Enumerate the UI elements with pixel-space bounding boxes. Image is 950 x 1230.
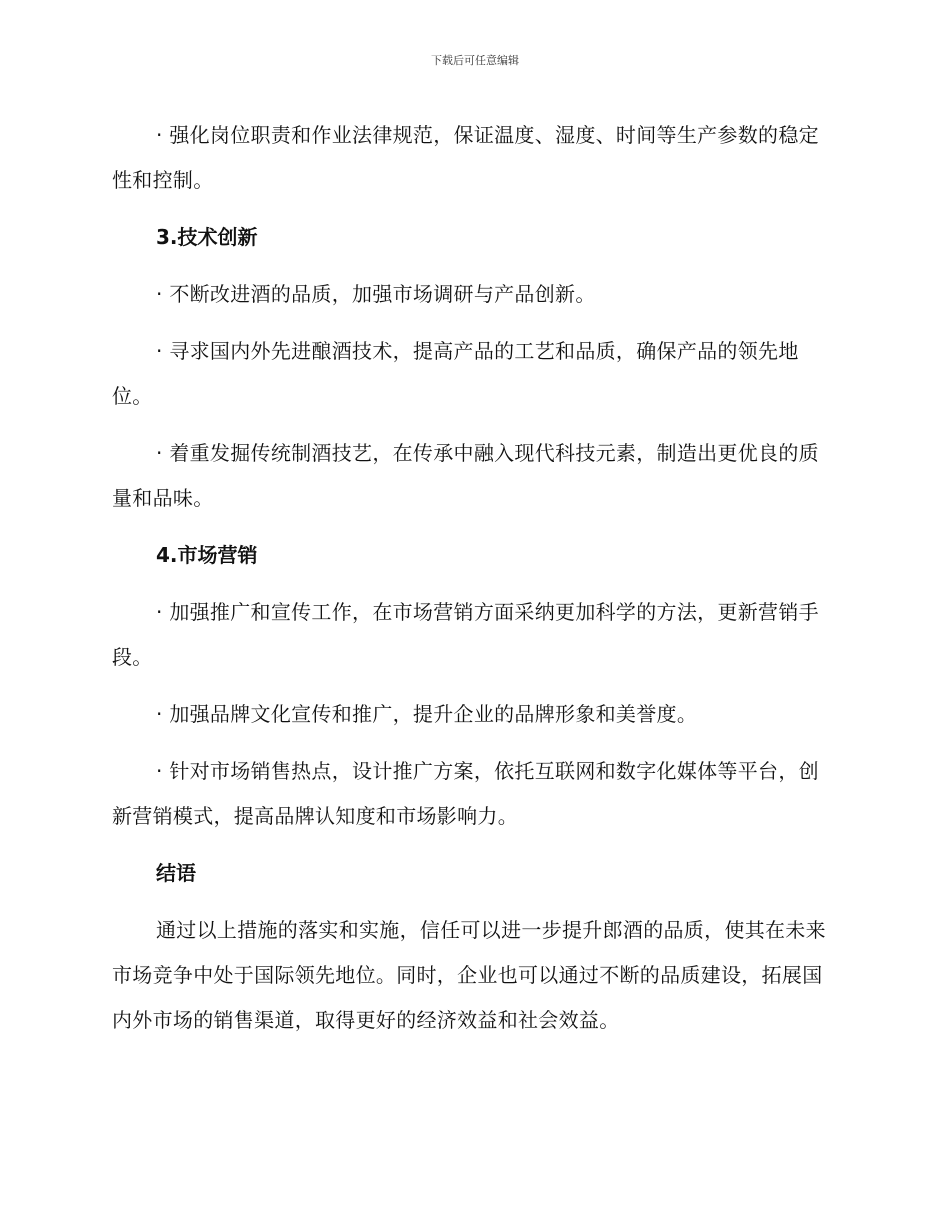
section-heading-tech-innovation: 3.技术创新 <box>156 225 258 249</box>
bullet-brand-culture: · 加强品牌文化宣传和推广，提升企业的品牌形象和美誉度。 <box>156 702 698 726</box>
section-heading-marketing: 4.市场营销 <box>156 543 258 567</box>
bullet-promotion: · 加强推广和宣传工作，在市场营销方面采纳更加科学的方法，更新营销手段。 <box>112 600 819 669</box>
bullet-digital-marketing: · 针对市场销售热点，设计推广方案，依托互联网和数字化媒体等平台，创新营销模式，提高品牌认知度和市场影响力。 <box>112 759 819 828</box>
bullet-advanced-technology: · 寻求国内外先进酿酒技术，提高产品的工艺和品质，确保产品的领先地位。 <box>112 339 799 408</box>
page-header: 下载后可任意编辑 <box>431 54 519 67</box>
conclusion-paragraph: 通过以上措施的落实和实施，信任可以进一步提升郎酒的品质，使其在未来市场竞争中处于国际领先地位。同时，企业也可以通过不断的品质建设，拓展国内外市场的销售渠道，取得更好的经济效益和社会效益。 <box>112 918 826 1032</box>
bullet-traditional-craft: · 着重发掘传统制酒技艺，在传承中融入现代科技元素，制造出更优良的质量和品味。 <box>112 441 819 510</box>
bullet-production-parameters: · 强化岗位职责和作业法律规范，保证温度、湿度、时间等生产参数的稳定性和控制。 <box>112 123 819 192</box>
section-heading-conclusion: 结语 <box>156 861 196 885</box>
document-body <box>112 113 830 1043</box>
bullet-improve-quality: · 不断改进酒的品质，加强市场调研与产品创新。 <box>156 282 596 306</box>
